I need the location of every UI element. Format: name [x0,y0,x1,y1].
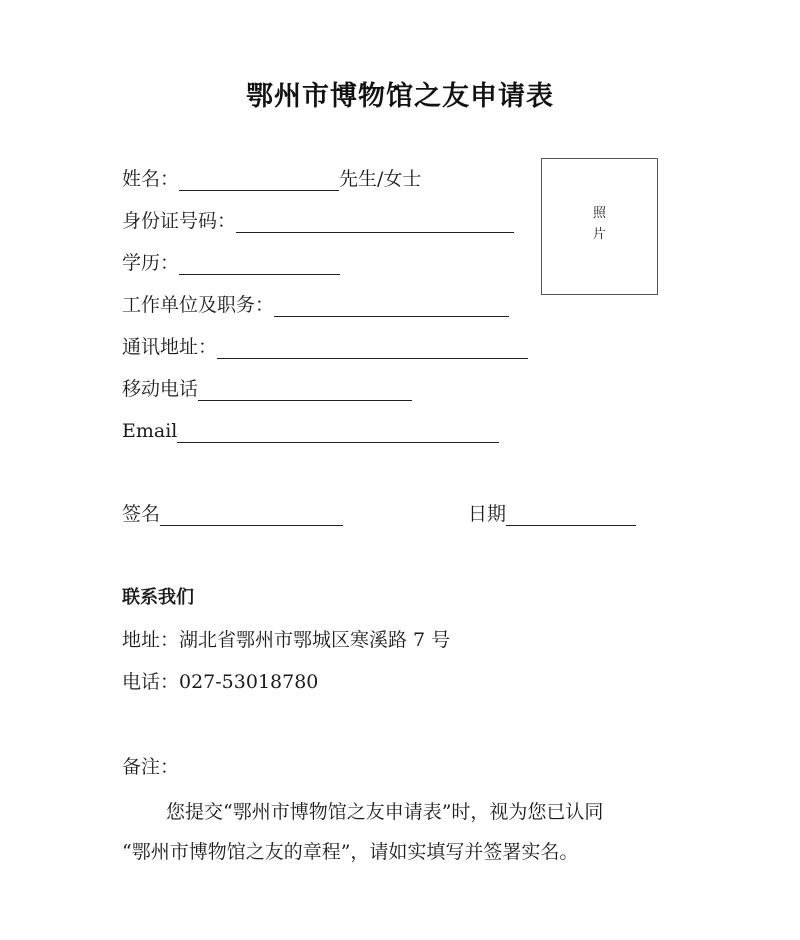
address-row [122,335,528,359]
name-label: 姓名： [122,168,180,190]
notes-line2: “鄂州市博物馆之友的章程”，请如实填写并签署实名。 [122,841,579,863]
page-title: 鄂州市博物馆之友申请表 [246,81,554,112]
signature-row [122,502,343,526]
date-field[interactable] [506,505,636,526]
id-number-row [122,209,514,233]
photo-label-line2: 片 [592,227,606,242]
name-suffix: 先生/女士 [339,168,422,190]
notes-heading: 备注： [122,756,180,778]
photo-box [541,158,658,295]
address-label: 通讯地址： [122,336,218,358]
photo-label [542,203,657,245]
contact-address: 地址：湖北省鄂州市鄂城区寒溪路 7 号 [122,629,451,651]
address-field[interactable] [217,338,528,359]
contact-phone: 电话：027-53018780 [122,671,319,693]
email-field[interactable] [177,422,499,443]
mobile-label: 移动电话 [122,378,199,400]
date-label: 日期 [468,503,507,525]
name-row [122,167,421,191]
email-row [122,419,499,443]
mobile-row [122,377,412,401]
date-row [468,502,636,526]
id-number-field[interactable] [236,212,514,233]
signature-label: 签名 [122,503,161,525]
notes-paragraph [122,792,682,872]
mobile-field[interactable] [198,380,412,401]
name-field[interactable] [179,170,339,191]
contact-heading: 联系我们 [122,587,194,608]
photo-label-line1: 照 [592,206,606,221]
education-field[interactable] [179,254,340,275]
id-number-label: 身份证号码： [122,210,237,232]
work-field[interactable] [274,296,509,317]
work-label: 工作单位及职务： [122,294,275,316]
signature-field[interactable] [160,505,343,526]
notes-line1: 您提交“鄂州市博物馆之友申请表”时，视为您已认同 [166,801,604,823]
work-row [122,293,509,317]
education-label: 学历： [122,252,180,274]
education-row [122,251,340,275]
email-label: Email [122,420,178,442]
